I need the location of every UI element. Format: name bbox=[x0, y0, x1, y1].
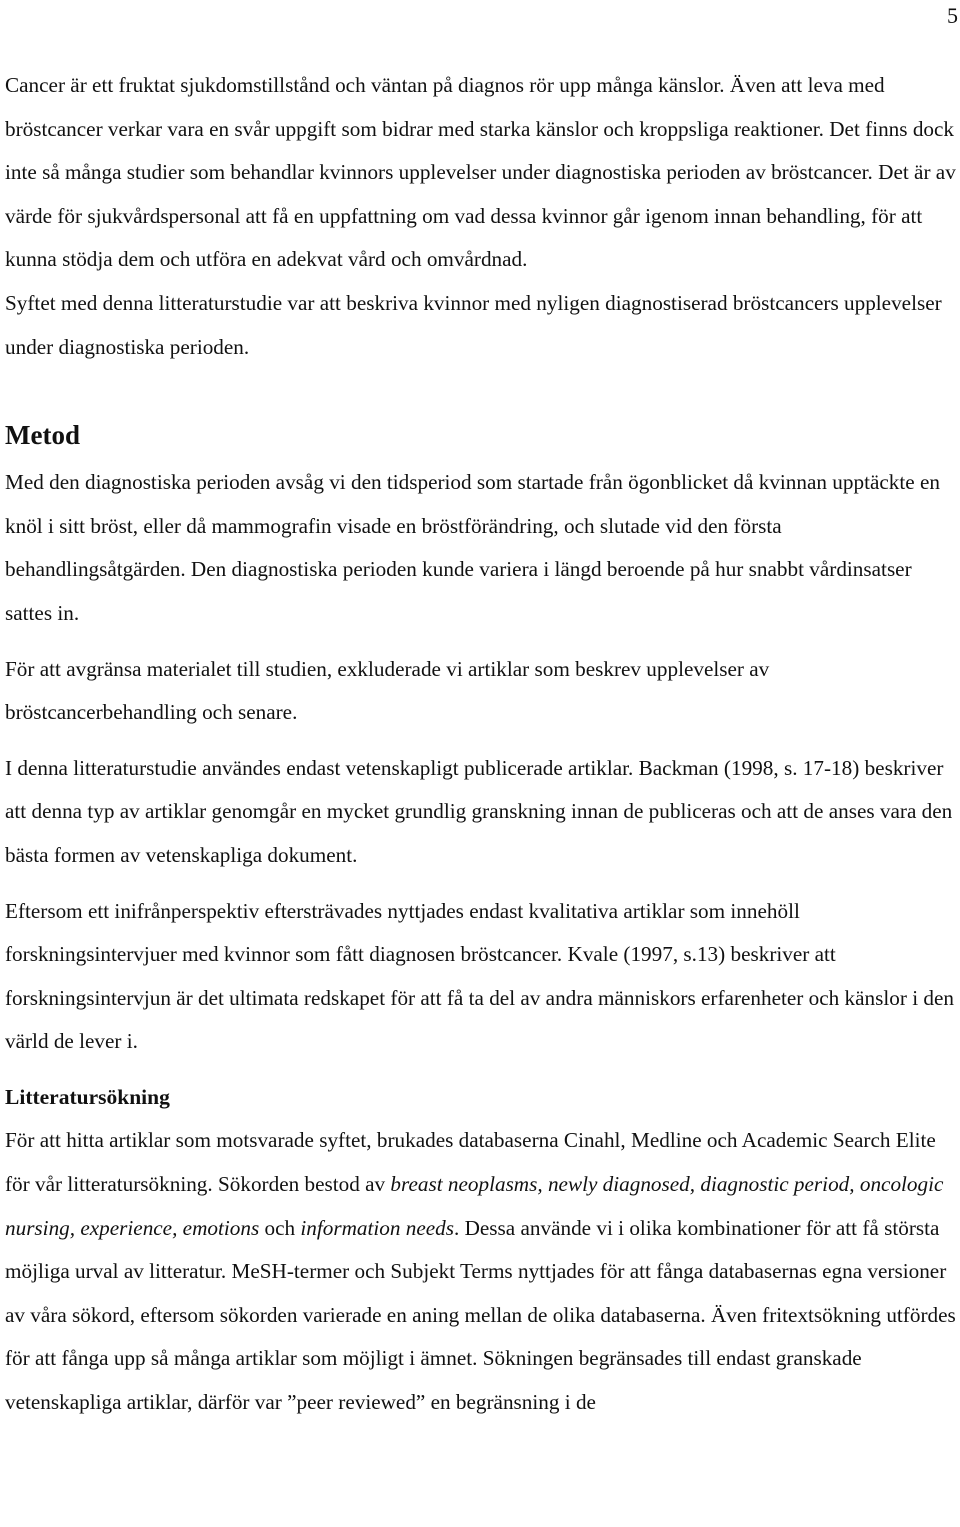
page-number: 5 bbox=[947, 3, 958, 28]
search-term-information-needs: information needs bbox=[300, 1215, 454, 1240]
method-heading: Metod bbox=[5, 420, 80, 451]
search-text-continuation: . Dessa använde vi i olika kombinationer för att få största möjliga urval av litteratur. MeSH-termer och Subjekt Terms nyttjades för att fånga databasernas egna versioner av våra sökord, eftersom sökorden varierade en aning mellan de olika databaserna. Även fritextsökning utfördes för att fånga upp så många artiklar som möjligt i ämnet. Sökningen begränsades till endast granskade vetenskapliga artiklar, därför var ”peer reviewed” en begränsning i de bbox=[5, 1215, 956, 1415]
method-paragraph-delimitation: För att avgränsa materialet till studien, exkluderade vi artiklar som beskrev upplevelser av bröstcancerbehandling och senare. bbox=[5, 656, 770, 725]
search-terms-connector: och bbox=[259, 1215, 301, 1240]
method-paragraph-qualitative: Eftersom ett inifrånperspektiv eftersträvades nyttjades endast kvalitativa artiklar som innehöll forskningsintervjuer med kvinnor som fått diagnosen bröstcancer. Kvale (1997, s.13) beskriver att forskningsintervjun är det ultimata redskapet för att få ta del av andra människors erfarenheter och känslor i den värld de lever i. bbox=[5, 898, 954, 1054]
method-paragraph-diagnostic-period: Med den diagnostiska perioden avsåg vi den tidsperiod som startade från ögonblicket då kvinnan upptäckte en knöl i sitt bröst, eller då mammografin visade en bröstförändring, och slutade vid den första behandlingsåtgärden. Den diagnostiska perioden kunde variera i längd beroende på hur snabbt vårdinsatser sattes in. bbox=[5, 470, 940, 625]
search-terms-italic: breast neoplasms, newly diagnosed, diagnostic period, oncologic nursing, experience, emotions bbox=[5, 1172, 944, 1240]
search-text-intro: För att hitta artiklar som motsvarade syftet, brukades databaserna Cinahl, Medline och Academic Search Elite för vår litteratursökning. Sökorden bestod av bbox=[5, 1128, 936, 1197]
method-paragraph-scientific-articles: I denna litteraturstudie användes endast vetenskapligt publicerade artiklar. Backman (1998, s. 17-18) beskriver att denna typ av artiklar genomgår en mycket grundlig granskning innan de publiceras och att de anses vara den bästa formen av vetenskapliga dokument. bbox=[5, 755, 953, 867]
intro-paragraph: Cancer är ett fruktat sjukdomstillstånd och väntan på diagnos rör upp många känslor. Även att leva med bröstcancer verkar vara en svår uppgift som bidrar med starka känslor och kroppsliga reaktioner. Det finns dock inte så många studier som behandlar kvinnors upplevelser under diagnostiska perioden av bröstcancer. Det är av värde för sjukvårdspersonal att få en uppfattning om vad dessa kvinnor går igenom innan behandling, för att kunna stödja dem och utföra en adekvat vård och omvårdnad. bbox=[5, 73, 956, 272]
literature-search-paragraph bbox=[5, 1119, 960, 1424]
aim-paragraph: Syftet med denna litteraturstudie var att beskriva kvinnor med nyligen diagnostiserad bröstcancers upplevelser under diagnostiska perioden. bbox=[5, 290, 942, 359]
literature-search-heading: Litteratursökning bbox=[5, 1084, 170, 1109]
document-body bbox=[5, 64, 960, 1425]
